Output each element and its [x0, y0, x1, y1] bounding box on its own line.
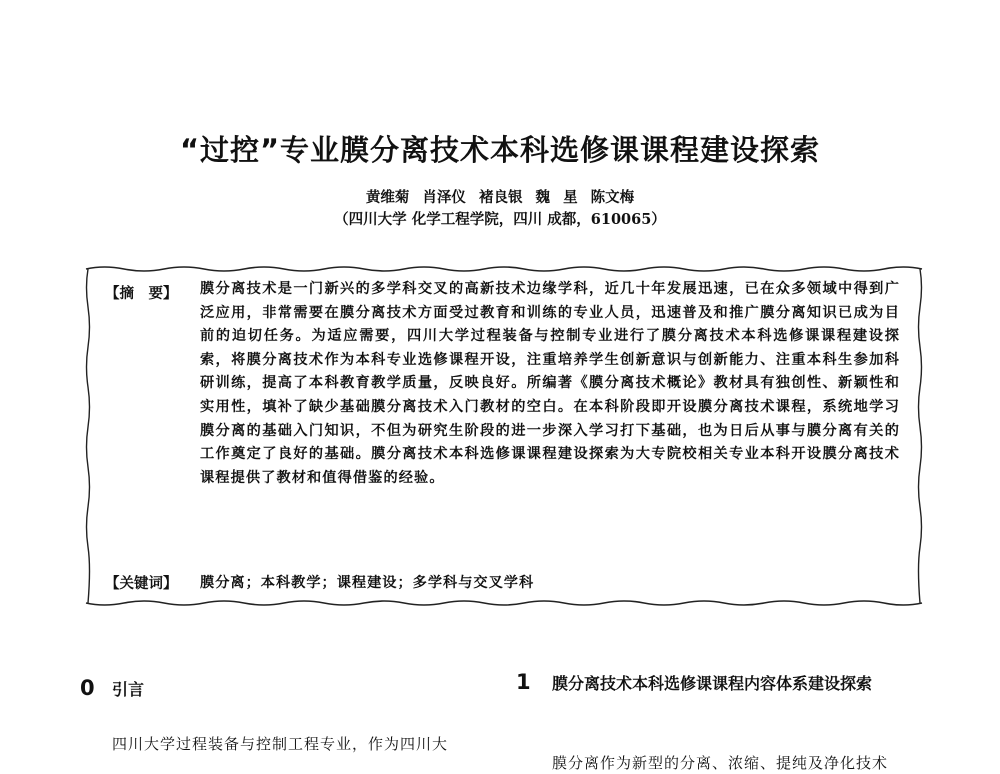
paper-title: “过控”专业膜分离技术本科选修课课程建设探索	[179, 133, 821, 167]
keywords-text: 膜分离；本科教学；课程建设；多学科与交叉学科	[200, 575, 535, 591]
section-1-title: 膜分离技术本科选修课课程内容体系建设探索	[552, 674, 873, 693]
section-1-text: 膜分离作为新型的分离、浓缩、提纯及净化技术	[552, 754, 889, 772]
section-0-title: 引言	[112, 680, 145, 699]
abstract-box	[84, 262, 924, 610]
abstract-border-top	[86, 267, 922, 271]
section-0-text: 四川大学过程装备与控制工程专业，作为四川大	[112, 735, 449, 753]
abstract-label: 【摘 要】	[105, 286, 178, 302]
affiliation: （四川大学 化学工程学院，四川 成都，610065）	[334, 211, 666, 228]
keywords-label: 【关键词】	[105, 576, 178, 592]
abstract-border-right	[919, 269, 922, 603]
abstract-border-bottom	[86, 601, 922, 605]
author-list: 黄维菊 肖泽仪 褚良银 魏 星 陈文梅	[365, 189, 635, 206]
abstract-border-left	[87, 269, 90, 603]
section-0-number: 0	[80, 676, 95, 700]
abstract-text: 膜分离技术是一门新兴的多学科交叉的高新技术边缘学科，近几十年发展迅速，已在众多领域中得到广泛应用，非常需要在膜分离技术方面受过教育和训练的专业人员，迅速普及和推广膜分离知识已成为目前的迫切任务。为适应需要，四川大学过程装备与控制专业进行了膜分离技术本科选修课课程建设探索，将膜分离技术作为本科专业选修课程开设，注重培养学生创新意识与创新能力、注重本科生参加科研训练，提高了本科教育教学质量，反映良好。所编著《膜分离技术概论》教材具有独创性、新颖性和实用性，填补了缺少基础膜分离技术入门教材的空白。在本科阶段即开设膜分离技术课程，系统地学习膜分离的基础入门知识，不但为研究生阶段的进一步深入学习打下基础，也为日后从事与膜分离有关的工作奠定了良好的基础。膜分离技术本科选修课课程建设探索为大专院校相关专业本科开设膜分离技术课程提供了教材和值得借鉴的经验。	[200, 281, 900, 486]
section-1-number: 1	[516, 670, 531, 694]
